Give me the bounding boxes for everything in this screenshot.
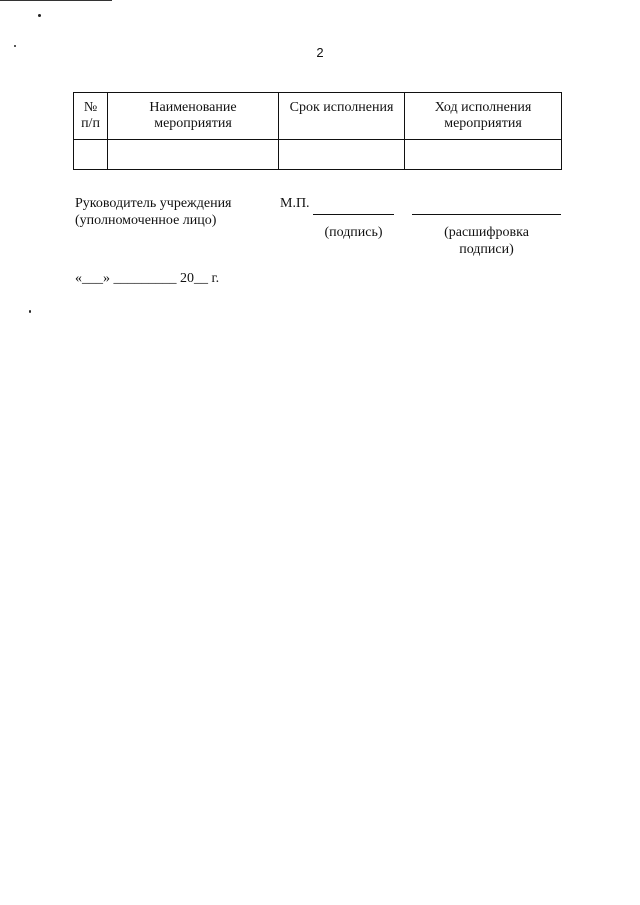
head-title-line1: Руководитель учреждения [75,196,232,211]
table-header-row [74,93,562,140]
scan-speck [29,310,31,313]
table-header-cell: Срок исполнения [279,93,405,140]
date-line: «___» _________ 20__ г. [75,271,220,286]
table-header-cell: Наименование мероприятия [108,93,279,140]
page-number: 2 [316,45,324,60]
signature-decode-caption [412,224,561,258]
signature-line [313,214,394,215]
table-row [74,140,562,170]
table-cell [279,140,405,170]
signature-decode-caption-line2: подписи) [459,242,514,257]
head-title [75,195,232,229]
signature-decode-line [412,214,561,215]
measures-table [73,92,562,170]
top-scan-rule [0,0,112,1]
scan-speck [38,14,41,17]
signature-caption: (подпись) [324,225,383,240]
table-cell [405,140,562,170]
head-title-line2: (уполномоченное лицо) [75,213,217,228]
signature-decode-caption-line1: (расшифровка [444,225,529,240]
seal-label: М.П. [280,196,310,211]
table-cell [108,140,279,170]
table-header-cell: Ход исполнения мероприятия [405,93,562,140]
table-header-cell: № п/п [74,93,108,140]
table-cell [74,140,108,170]
